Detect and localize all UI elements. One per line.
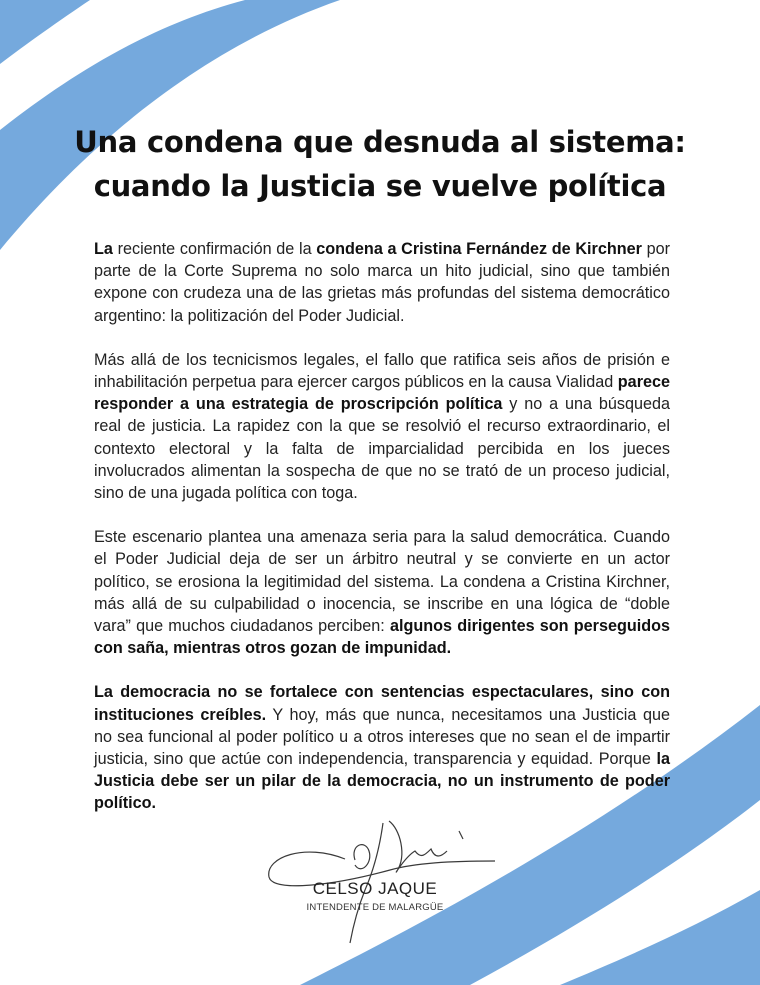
title-line-2: cuando la Justicia se vuelve política — [93, 169, 667, 203]
p1-text-1: reciente confirmación de la — [112, 240, 317, 258]
letter-body — [94, 238, 670, 837]
p4-text-1: Y hoy, más que nunca, necesitamos una Justicia que no sea funcional al poder político u a otros intereses que no sean el de impartir justicia, sino que actúe con independencia, transparencia y equidad. Porque — [94, 705, 670, 769]
paragraph-4 — [94, 681, 670, 814]
p3-text-1: Este escenario plantea una amenaza seria para la salud democrática. Cuando el Poder Judicial deja de ser un árbitro neutral y se convierte en un actor político, se erosiona la legitimidad del sistema. La condena a Cristina Kirchner, más allá de su culpabilidad o inocencia, se inscribe en una lógica de “doble vara” que muchos ciudadanos perciben: — [94, 528, 670, 636]
p3-bold-1: algunos dirigentes son perseguidos con saña, mientras otros gozan de impunidad. — [94, 617, 671, 658]
p4-bold-1: La democracia no se fortalece con sentencias espectaculares, sino con instituciones creíbles. — [94, 683, 670, 724]
p4-bold-2: la Justicia debe ser un pilar de la democracia, no un instrumento de poder político. — [94, 750, 670, 813]
p2-bold-1: parece responder a una estrategia de proscripción política — [94, 373, 670, 414]
paragraph-3 — [94, 526, 670, 659]
p1-bold-1: La — [94, 240, 113, 258]
p2-text-2: y no a una búsqueda real de justicia. La rapidez con la que se resolvió el recurso extraordinario, el contexto electoral y la falta de imparcialidad percibida en los jueces involucrados alimentan la sospecha de que no se trató de un proceso judicial, sino de una jugada política con toga. — [94, 395, 670, 503]
paragraph-1 — [94, 238, 670, 327]
document-title — [40, 120, 720, 208]
p1-bold-2: condena a Cristina Fernández de Kirchner — [316, 240, 642, 258]
paragraph-2 — [94, 349, 670, 504]
signatory-name: CELSO JAQUE — [312, 879, 438, 898]
signatory-title: INTENDENTE DE MALARGÜE — [306, 902, 444, 913]
title-line-1: Una condena que desnuda al sistema: — [74, 125, 686, 159]
p2-text-1: Más allá de los tecnicismos legales, el fallo que ratifica seis años de prisión e inhabilitación perpetua para ejercer cargos públicos en la causa Vialidad — [94, 350, 670, 392]
p1-text-2: por parte de la Corte Suprema no solo marca un hito judicial, sino que también expone con crudeza una de las grietas más profundas del sistema democrático argentino: la politización del Poder Judicial. — [94, 240, 670, 325]
